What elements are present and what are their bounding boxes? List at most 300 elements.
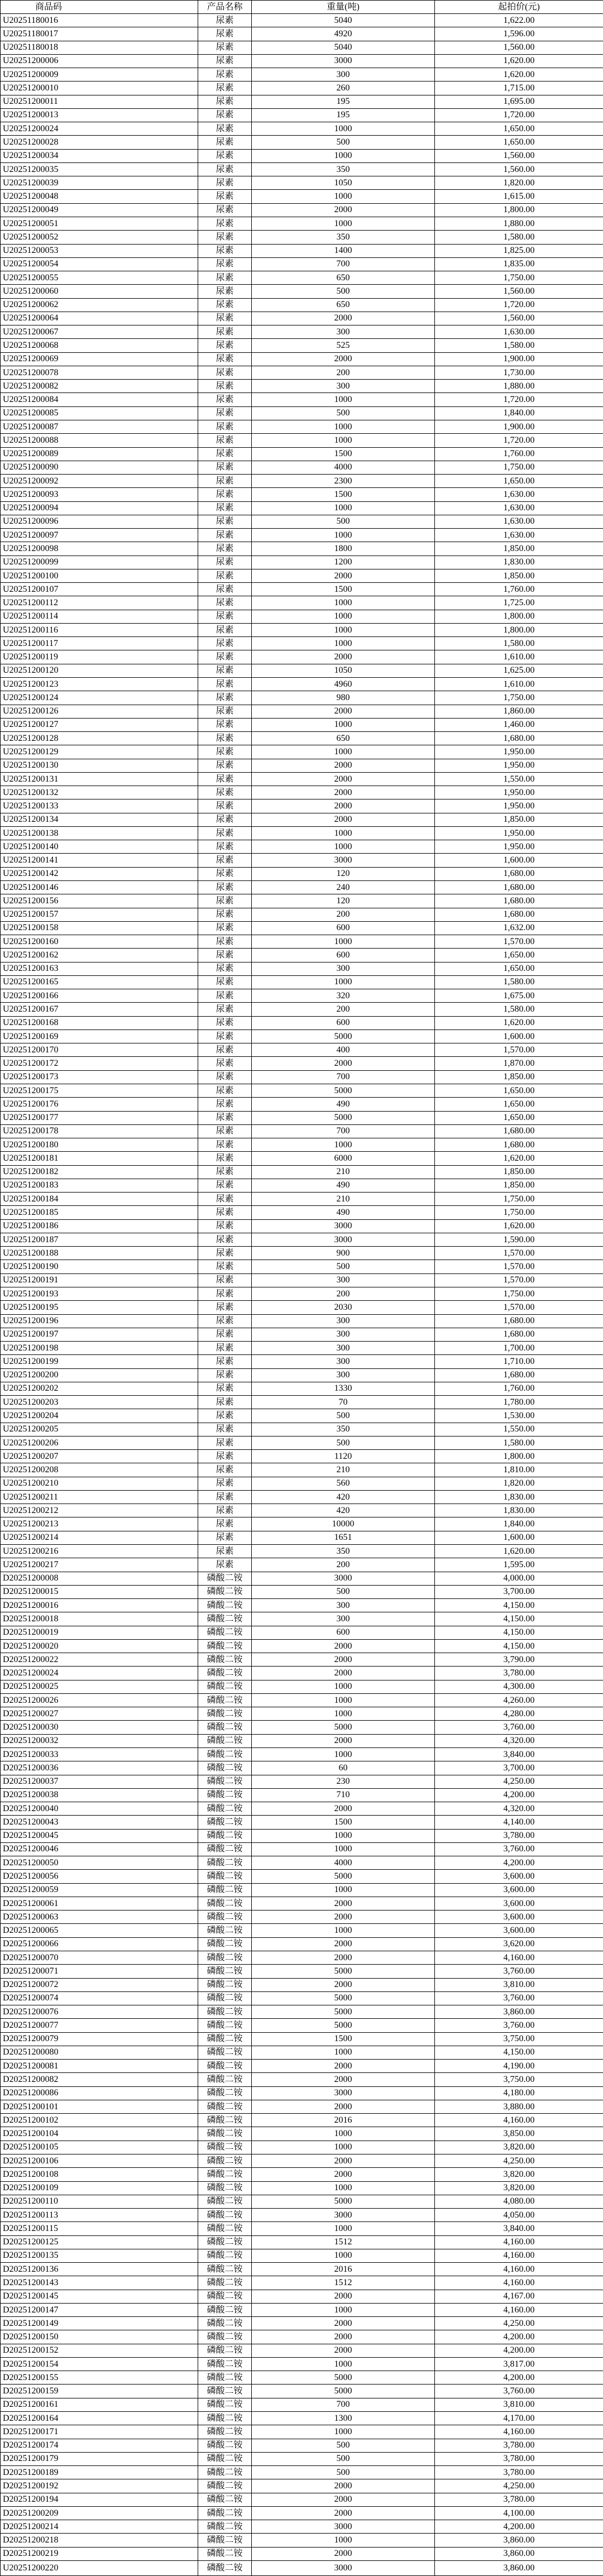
cell-price: 1,720.00: [435, 434, 603, 447]
table-row: [1, 488, 603, 501]
cell-code: U20251200183: [1, 1179, 198, 1192]
cell-product: 尿素: [198, 257, 252, 271]
cell-weight: 420: [252, 1490, 435, 1504]
cell-weight: 2300: [252, 475, 435, 488]
cell-product: 尿素: [198, 1423, 252, 1436]
cell-weight: 1000: [252, 529, 435, 542]
cell-price: 4,320.00: [435, 1802, 603, 1816]
cell-code: D20251200105: [1, 2141, 198, 2154]
cell-code: U20251200127: [1, 718, 198, 731]
cell-price: 1,850.00: [435, 813, 603, 826]
cell-code: U20251200034: [1, 149, 198, 162]
cell-code: D20251200015: [1, 1585, 198, 1598]
cell-weight: 2000: [252, 2344, 435, 2357]
cell-weight: 2000: [252, 569, 435, 582]
cell-weight: 2030: [252, 1301, 435, 1314]
cell-code: U20251200051: [1, 217, 198, 230]
cell-weight: 300: [252, 1328, 435, 1341]
cell-price: 1,570.00: [435, 1301, 603, 1314]
cell-weight: 700: [252, 1124, 435, 1138]
cell-weight: 5000: [252, 2195, 435, 2208]
cell-code: U20251200220: [1, 2560, 198, 2575]
cell-code: D20251200027: [1, 1707, 198, 1721]
cell-weight: 2000: [252, 312, 435, 325]
cell-price: 4,160.00: [435, 2249, 603, 2262]
table-row: [1, 420, 603, 433]
cell-price: 1,880.00: [435, 217, 603, 230]
cell-code: U20251200092: [1, 475, 198, 488]
cell-product: 磷酸二铵: [198, 2154, 252, 2167]
cell-code: U20251200156: [1, 894, 198, 908]
cell-weight: 3000: [252, 1233, 435, 1246]
cell-product: 磷酸二铵: [198, 2127, 252, 2141]
cell-code: D20251200106: [1, 2154, 198, 2167]
table-row: [1, 2479, 603, 2493]
cell-code: D20251200071: [1, 1965, 198, 1978]
cell-code: U20251200093: [1, 488, 198, 501]
cell-weight: 1000: [252, 935, 435, 949]
cell-weight: 1512: [252, 2235, 435, 2249]
cell-price: 1,720.00: [435, 298, 603, 312]
table-row: [1, 108, 603, 122]
cell-price: 4,200.00: [435, 2330, 603, 2344]
cell-product: 尿素: [198, 1490, 252, 1504]
cell-product: 尿素: [198, 1030, 252, 1043]
cell-code: U20251200117: [1, 637, 198, 650]
cell-price: 4,300.00: [435, 1680, 603, 1693]
table-row: [1, 732, 603, 745]
table-row: [1, 1219, 603, 1233]
table-row: [1, 2086, 603, 2100]
table-row: [1, 1599, 603, 1612]
table-row: [1, 650, 603, 664]
cell-product: 磷酸二铵: [198, 1775, 252, 1788]
cell-price: 3,760.00: [435, 2385, 603, 2398]
cell-product: 磷酸二铵: [198, 2222, 252, 2235]
cell-code: U20251200006: [1, 54, 198, 68]
cell-price: 1,725.00: [435, 596, 603, 610]
cell-price: 1,870.00: [435, 1057, 603, 1070]
cell-code: U20251200138: [1, 826, 198, 840]
cell-price: 1,680.00: [435, 881, 603, 894]
cell-product: 磷酸二铵: [198, 1842, 252, 1856]
cell-price: 1,580.00: [435, 975, 603, 989]
cell-weight: 1000: [252, 2425, 435, 2439]
cell-weight: 5000: [252, 1030, 435, 1043]
table-row: [1, 1693, 603, 1707]
cell-product: 磷酸二铵: [198, 1802, 252, 1816]
cell-product: 尿素: [198, 840, 252, 854]
cell-price: 1,570.00: [435, 935, 603, 949]
cell-price: 3,760.00: [435, 1721, 603, 1734]
cell-product: 磷酸二铵: [198, 2371, 252, 2385]
cell-code: D20251200043: [1, 1816, 198, 1829]
table-row: [1, 2209, 603, 2222]
cell-code: D20251200066: [1, 1937, 198, 1951]
table-row: [1, 772, 603, 786]
table-row: [1, 1098, 603, 1111]
cell-weight: 3000: [252, 1572, 435, 1585]
cell-price: 4,250.00: [435, 2317, 603, 2330]
cell-product: 尿素: [198, 569, 252, 582]
cell-product: 磷酸二铵: [198, 2114, 252, 2127]
cell-weight: 525: [252, 339, 435, 352]
cell-weight: 120: [252, 867, 435, 880]
cell-price: 4,050.00: [435, 2209, 603, 2222]
cell-product: 尿素: [198, 623, 252, 636]
table-row: [1, 664, 603, 677]
cell-price: 3,760.00: [435, 1991, 603, 2005]
cell-weight: 2000: [252, 650, 435, 664]
cell-product: 尿素: [198, 1409, 252, 1423]
table-row: [1, 1111, 603, 1124]
cell-code: U20251200089: [1, 447, 198, 461]
cell-code: U20251200131: [1, 772, 198, 786]
cell-price: 1,530.00: [435, 1409, 603, 1423]
cell-product: 尿素: [198, 813, 252, 826]
cell-code: D20251200113: [1, 2209, 198, 2222]
cell-price: 1,550.00: [435, 772, 603, 786]
cell-weight: 2016: [252, 2263, 435, 2276]
cell-code: U20251200203: [1, 1396, 198, 1409]
cell-price: 4,150.00: [435, 1639, 603, 1653]
cell-product: 磷酸二铵: [198, 2439, 252, 2452]
cell-weight: 500: [252, 2452, 435, 2465]
cell-weight: 1000: [252, 1693, 435, 1707]
cell-price: 3,780.00: [435, 2439, 603, 2452]
table-row: [1, 962, 603, 975]
cell-weight: 1000: [252, 2249, 435, 2262]
cell-price: 1,620.00: [435, 1152, 603, 1165]
cell-price: 1,650.00: [435, 1084, 603, 1097]
table-row: [1, 583, 603, 596]
cell-weight: 1050: [252, 664, 435, 677]
cell-product: 磷酸二铵: [198, 2560, 252, 2575]
cell-product: 尿素: [198, 1328, 252, 1341]
cell-price: 1,750.00: [435, 1193, 603, 1206]
cell-product: 尿素: [198, 637, 252, 650]
table-row: [1, 1991, 603, 2005]
cell-product: 尿素: [198, 1558, 252, 1572]
cell-code: U20251200082: [1, 380, 198, 393]
table-row: [1, 1030, 603, 1043]
table-row: [1, 2019, 603, 2032]
cell-product: 磷酸二铵: [198, 1991, 252, 2005]
cell-product: 磷酸二铵: [198, 2141, 252, 2154]
cell-code: U20251200053: [1, 244, 198, 257]
cell-product: 磷酸二铵: [198, 2303, 252, 2316]
cell-weight: 210: [252, 1193, 435, 1206]
cell-weight: 4000: [252, 461, 435, 474]
cell-weight: 600: [252, 1016, 435, 1030]
cell-product: 磷酸二铵: [198, 1965, 252, 1978]
table-row: [1, 1965, 603, 1978]
table-row: [1, 2547, 603, 2560]
table-row: [1, 2032, 603, 2046]
cell-weight: 700: [252, 1070, 435, 1084]
table-row: [1, 1911, 603, 1924]
cell-weight: 500: [252, 285, 435, 298]
cell-code: D20251200076: [1, 2005, 198, 2019]
cell-price: 4,100.00: [435, 2506, 603, 2520]
cell-product: 磷酸二铵: [198, 1585, 252, 1598]
table-row: [1, 1734, 603, 1747]
cell-product: 尿素: [198, 352, 252, 366]
cell-product: 尿素: [198, 799, 252, 813]
cell-code: U20251200028: [1, 136, 198, 149]
cell-product: 磷酸二铵: [198, 1870, 252, 1883]
cell-product: 尿素: [198, 1124, 252, 1138]
cell-price: 3,780.00: [435, 2493, 603, 2506]
table-row: [1, 2534, 603, 2547]
table-row: [1, 447, 603, 461]
cell-price: 1,570.00: [435, 1043, 603, 1057]
cell-product: 磷酸二铵: [198, 2046, 252, 2059]
cell-code: U20251200202: [1, 1382, 198, 1395]
table-row: [1, 623, 603, 636]
cell-code: D20251200030: [1, 1721, 198, 1734]
cell-product: 尿素: [198, 935, 252, 949]
cell-code: U20251200107: [1, 583, 198, 596]
cell-weight: 5000: [252, 2005, 435, 2019]
cell-price: 1,950.00: [435, 759, 603, 772]
cell-code: U20251200133: [1, 799, 198, 813]
table-row: [1, 1057, 603, 1070]
cell-price: 3,760.00: [435, 2019, 603, 2032]
table-row: [1, 2222, 603, 2235]
cell-price: 1,820.00: [435, 176, 603, 190]
cell-product: 磷酸二铵: [198, 2317, 252, 2330]
cell-weight: 2000: [252, 2493, 435, 2506]
cell-weight: 1000: [252, 596, 435, 610]
cell-code: D20251200065: [1, 1924, 198, 1937]
table-row: [1, 271, 603, 285]
cell-price: 4,160.00: [435, 2235, 603, 2249]
cell-product: 尿素: [198, 826, 252, 840]
cell-weight: 2000: [252, 759, 435, 772]
cell-price: 1,760.00: [435, 447, 603, 461]
cell-price: 1,850.00: [435, 1179, 603, 1192]
cell-code: U20251200048: [1, 190, 198, 203]
cell-code: U20251200186: [1, 1219, 198, 1233]
cell-price: 1,835.00: [435, 257, 603, 271]
cell-product: 磷酸二铵: [198, 2385, 252, 2398]
cell-product: 尿素: [198, 82, 252, 95]
cell-product: 尿素: [198, 1193, 252, 1206]
cell-code: U20251200162: [1, 949, 198, 962]
table-row: [1, 1545, 603, 1558]
table-row: [1, 1273, 603, 1287]
cell-product: 磷酸二铵: [198, 2547, 252, 2560]
cell-product: 尿素: [198, 908, 252, 921]
cell-product: 尿素: [198, 380, 252, 393]
cell-weight: 300: [252, 1368, 435, 1382]
cell-code: U20251200140: [1, 840, 198, 854]
cell-price: 4,320.00: [435, 1734, 603, 1747]
cell-weight: 1000: [252, 149, 435, 162]
cell-product: 尿素: [198, 1260, 252, 1273]
cell-price: 3,700.00: [435, 1585, 603, 1598]
cell-product: 尿素: [198, 1057, 252, 1070]
table-row: [1, 542, 603, 556]
table-row: [1, 1585, 603, 1598]
cell-price: 1,630.00: [435, 515, 603, 528]
cell-product: 磷酸二铵: [198, 1883, 252, 1897]
cell-weight: 3000: [252, 2520, 435, 2534]
cell-price: 1,800.00: [435, 1450, 603, 1463]
table-row: [1, 2385, 603, 2398]
cell-weight: 2000: [252, 2547, 435, 2560]
table-row: [1, 813, 603, 826]
cell-code: U20251200195: [1, 1301, 198, 1314]
cell-weight: 2000: [252, 1639, 435, 1653]
cell-price: 1,850.00: [435, 569, 603, 582]
table-row: [1, 2560, 603, 2575]
cell-price: 1,830.00: [435, 1490, 603, 1504]
table-row: [1, 285, 603, 298]
cell-product: 尿素: [198, 14, 252, 27]
table-row: [1, 1924, 603, 1937]
cell-product: 尿素: [198, 393, 252, 406]
cell-price: 1,570.00: [435, 1247, 603, 1260]
cell-product: 尿素: [198, 1152, 252, 1165]
cell-weight: 2016: [252, 2114, 435, 2127]
table-row: [1, 2520, 603, 2534]
cell-weight: 350: [252, 162, 435, 176]
cell-product: 尿素: [198, 231, 252, 244]
cell-code: U20251200099: [1, 556, 198, 569]
header-price: 起拍价(元): [435, 1, 603, 14]
cell-code: U20251200214: [1, 1531, 198, 1544]
cell-code: U20251200188: [1, 1247, 198, 1260]
cell-product: 磷酸二铵: [198, 1667, 252, 1680]
cell-code: D20251200150: [1, 2330, 198, 2344]
cell-product: 磷酸二铵: [198, 1951, 252, 1964]
cell-product: 尿素: [198, 162, 252, 176]
cell-weight: 3000: [252, 2560, 435, 2575]
table-row: [1, 2005, 603, 2019]
table-row: [1, 1761, 603, 1775]
cell-price: 3,600.00: [435, 1897, 603, 1910]
table-row: [1, 2412, 603, 2425]
table-row: [1, 366, 603, 379]
cell-weight: 200: [252, 366, 435, 379]
cell-price: 4,160.00: [435, 2263, 603, 2276]
cell-product: 磷酸二铵: [198, 2344, 252, 2357]
cell-code: D20251200101: [1, 2100, 198, 2113]
table-row: [1, 41, 603, 54]
cell-code: D20251200080: [1, 2046, 198, 2059]
cell-product: 尿素: [198, 1463, 252, 1477]
cell-code: D20251200036: [1, 1761, 198, 1775]
cell-weight: 1000: [252, 2046, 435, 2059]
cell-weight: 1000: [252, 2181, 435, 2195]
cell-code: U20251200094: [1, 501, 198, 515]
cell-weight: 1000: [252, 1138, 435, 1152]
cell-product: 尿素: [198, 583, 252, 596]
cell-code: U20251200124: [1, 691, 198, 705]
cell-price: 1,610.00: [435, 678, 603, 691]
cell-price: 4,260.00: [435, 1693, 603, 1707]
cell-code: D20251200147: [1, 2303, 198, 2316]
cell-code: D20251200161: [1, 2398, 198, 2411]
table-row: [1, 1287, 603, 1300]
cell-price: 4,200.00: [435, 1856, 603, 1870]
cell-code: D20251200218: [1, 2534, 198, 2547]
cell-weight: 1000: [252, 1883, 435, 1897]
cell-weight: 490: [252, 1179, 435, 1192]
cell-weight: 980: [252, 691, 435, 705]
table-row: [1, 176, 603, 190]
table-row: [1, 1396, 603, 1409]
cell-code: U20251200217: [1, 1558, 198, 1572]
cell-code: D20251200019: [1, 1626, 198, 1639]
cell-price: 4,000.00: [435, 1572, 603, 1585]
cell-price: 3,700.00: [435, 1761, 603, 1775]
cell-weight: 5000: [252, 1991, 435, 2005]
cell-code: U20251200120: [1, 664, 198, 677]
cell-product: 尿素: [198, 244, 252, 257]
cell-product: 尿素: [198, 41, 252, 54]
cell-product: 磷酸二铵: [198, 1937, 252, 1951]
table-row: [1, 840, 603, 854]
cell-code: U20251200114: [1, 610, 198, 623]
cell-product: 尿素: [198, 1301, 252, 1314]
cell-product: 尿素: [198, 786, 252, 799]
table-row: [1, 2357, 603, 2371]
cell-price: 1,560.00: [435, 149, 603, 162]
cell-weight: 650: [252, 271, 435, 285]
cell-price: 1,630.00: [435, 488, 603, 501]
cell-price: 3,780.00: [435, 1667, 603, 1680]
cell-price: 1,630.00: [435, 501, 603, 515]
cell-price: 4,150.00: [435, 1612, 603, 1626]
table-row: [1, 949, 603, 962]
table-row: [1, 1342, 603, 1355]
cell-price: 1,900.00: [435, 420, 603, 433]
cell-price: 1,590.00: [435, 1233, 603, 1246]
cell-product: 磷酸二铵: [198, 2181, 252, 2195]
cell-code: D20251200018: [1, 1612, 198, 1626]
cell-price: 1,850.00: [435, 1165, 603, 1179]
cell-product: 磷酸二铵: [198, 1680, 252, 1693]
cell-product: 尿素: [198, 894, 252, 908]
cell-weight: 3000: [252, 854, 435, 867]
cell-code: U20251200129: [1, 745, 198, 759]
cell-code: U20251200200: [1, 1368, 198, 1382]
table-row: [1, 596, 603, 610]
cell-price: 1,650.00: [435, 949, 603, 962]
cell-product: 磷酸二铵: [198, 2019, 252, 2032]
cell-price: 1,630.00: [435, 325, 603, 339]
table-row: [1, 1626, 603, 1639]
cell-code: U20251200180: [1, 1138, 198, 1152]
cell-weight: 560: [252, 1477, 435, 1490]
cell-product: 尿素: [198, 705, 252, 718]
cell-code: U20251200068: [1, 339, 198, 352]
cell-weight: 500: [252, 1585, 435, 1598]
table-row: [1, 82, 603, 95]
table-row: [1, 1314, 603, 1328]
cell-product: 磷酸二铵: [198, 1911, 252, 1924]
table-row: [1, 745, 603, 759]
cell-price: 1,695.00: [435, 95, 603, 108]
cell-code: U20251200158: [1, 921, 198, 935]
table-row: [1, 1721, 603, 1734]
table-row: [1, 1680, 603, 1693]
cell-weight: 1120: [252, 1450, 435, 1463]
cell-weight: 5000: [252, 2385, 435, 2398]
